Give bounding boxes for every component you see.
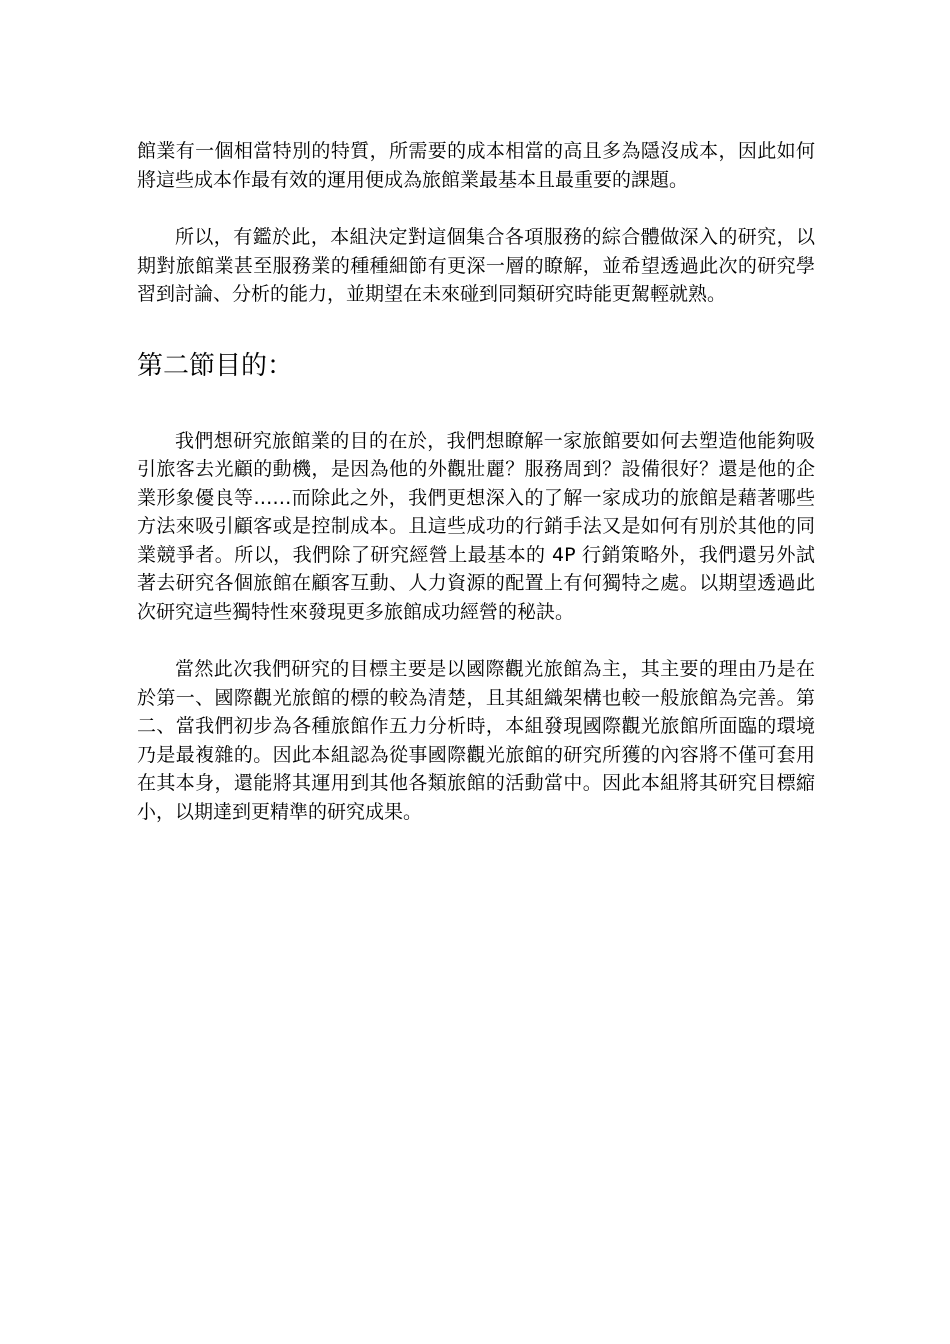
paragraph-purpose: 我們想研究旅館業的目的在於，我們想瞭解一家旅館要如何去塑造他能夠吸引旅客去光顧的動機，是因為他的外觀壯麗？服務周到？設備很好？還是他的企業形象優良等……而除此之外，我們更想深入的了解一家成功的旅館是藉著哪些方法來吸引顧客或是控制成本。且這些成功的行銷手法又是如何有別於其他的同業競爭者。所以，我們除了研究經營上最基本的 4P 行銷策略外，我們還另外試著去研究各個旅館在顧客互動、人力資源的配置上有何獨特之處。以期望透過此次研究這些獨特性來發現更多旅館成功經營的秘訣。: [137, 429, 815, 623]
document-body: [137, 137, 815, 826]
paragraph-intro-continuation: 館業有一個相當特別的特質，所需要的成本相當的高且多為隱沒成本，因此如何將這些成本作最有效的運用便成為旅館業最基本且最重要的課題。: [137, 140, 815, 191]
paragraph-research-target: 當然此次我們研究的目標主要是以國際觀光旅館為主，其主要的理由乃是在於第一、國際觀光旅館的標的較為清楚，且其組織架構也較一般旅館為完善。第二、當我們初步為各種旅館作五力分析時，本組發現國際觀光旅館所面臨的環境乃是最複雜的。因此本組認為從事國際觀光旅館的研究所獲的內容將不僅可套用在其本身，還能將其運用到其他各類旅館的活動當中。因此本組將其研究目標縮小，以期達到更精準的研究成果。: [137, 658, 815, 823]
section-heading-purpose: 第二節目的：: [137, 350, 294, 381]
paragraph-motivation: 所以，有鑑於此，本組決定對這個集合各項服務的綜合體做深入的研究，以期對旅館業甚至服務業的種種細節有更深一層的瞭解，並希望透過此次的研究學習到討論、分析的能力，並期望在未來碰到同類研究時能更駕輕就熟。: [137, 226, 815, 305]
